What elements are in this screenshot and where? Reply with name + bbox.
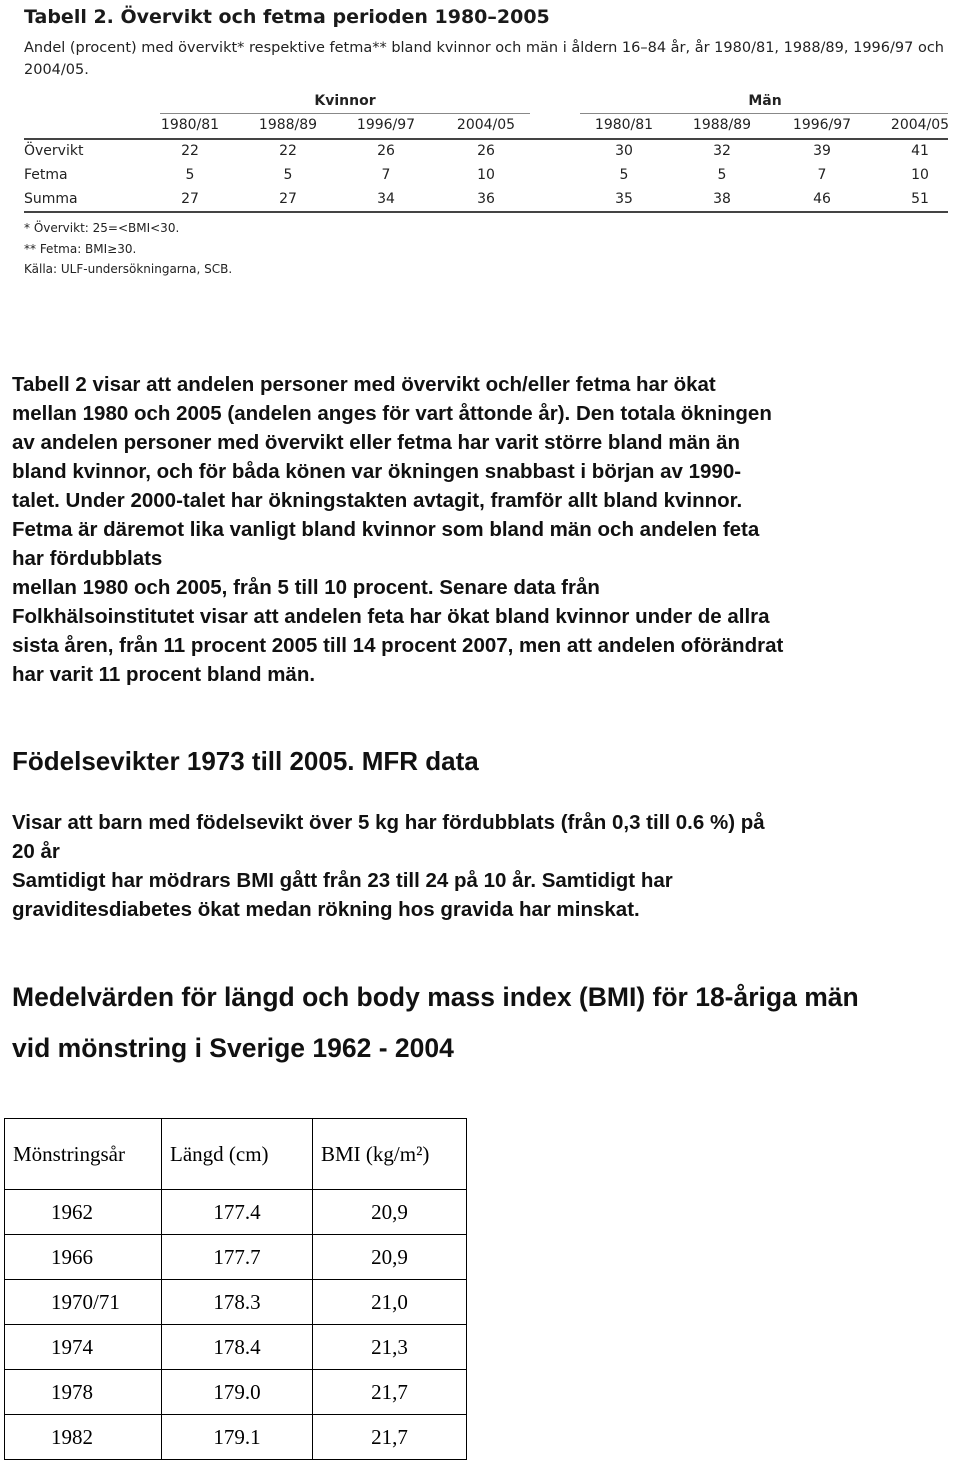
table2-title: Tabell 2. Övervikt och fetma perioden 1980–2005 bbox=[24, 6, 550, 28]
table2-cell: 10 bbox=[911, 167, 929, 183]
table2-cell: 41 bbox=[911, 143, 929, 159]
table2-row-label: Summa bbox=[24, 191, 78, 207]
table2-cell: 5 bbox=[717, 167, 727, 183]
bmi-cell-length: 178.3 bbox=[162, 1280, 313, 1325]
table2-cell: 32 bbox=[713, 143, 731, 159]
table2-cell: 38 bbox=[713, 191, 731, 207]
table-row bbox=[5, 1280, 467, 1325]
table2-cell: 22 bbox=[181, 143, 199, 159]
table2-cell: 36 bbox=[477, 191, 495, 207]
paragraph-line: 20 år bbox=[12, 840, 60, 863]
bmi-cell-bmi: 21,3 bbox=[313, 1325, 467, 1370]
table-row bbox=[5, 1415, 467, 1460]
bmi-table-header-row bbox=[5, 1119, 467, 1190]
paragraph-line: av andelen personer med övervikt eller fetma har varit större bland män än bbox=[12, 431, 741, 454]
paragraph-line: Folkhälsoinstitutet visar att andelen feta har ökat bland kvinnor under de allra bbox=[12, 605, 770, 628]
table2-header-rule bbox=[24, 138, 948, 140]
group-men-label: Män bbox=[748, 93, 782, 109]
table2-note-obesity: ** Fetma: BMI≥30. bbox=[24, 242, 137, 256]
paragraph-line: talet. Under 2000-talet har ökningstakten avtagit, framför allt bland kvinnor. bbox=[12, 489, 743, 512]
paragraph-line: har varit 11 procent bland män. bbox=[12, 663, 316, 686]
bmi-cell-year: 1970/71 bbox=[5, 1280, 162, 1325]
bmi-cell-year: 1978 bbox=[5, 1370, 162, 1415]
bmi-header-length: Längd (cm) bbox=[162, 1119, 313, 1190]
bmi-cell-length: 178.4 bbox=[162, 1325, 313, 1370]
paragraph-line: mellan 1980 och 2005 (andelen anges för vart åttonde år). Den totala ökningen bbox=[12, 402, 772, 425]
bmi-cell-bmi: 20,9 bbox=[313, 1190, 467, 1235]
bmi-cell-length: 177.4 bbox=[162, 1190, 313, 1235]
table2-cell: 34 bbox=[377, 191, 395, 207]
bmi-cell-length: 179.1 bbox=[162, 1415, 313, 1460]
table2-cell: 10 bbox=[477, 167, 495, 183]
table2-row-label: Fetma bbox=[24, 167, 68, 183]
group-women-rule bbox=[160, 113, 530, 114]
bmi-header-year: Mönstringsår bbox=[5, 1119, 162, 1190]
bmi-header-bmi: BMI (kg/m²) bbox=[313, 1119, 467, 1190]
table2-cell: 46 bbox=[813, 191, 831, 207]
paragraph-line: Fetma är däremot lika vanligt bland kvinnor som bland män och andelen feta bbox=[12, 518, 760, 541]
paragraph-line: sista åren, från 11 procent 2005 till 14 procent 2007, men att andelen oförändrat bbox=[12, 634, 784, 657]
heading-birthweights: Födelsevikter 1973 till 2005. MFR data bbox=[12, 746, 479, 776]
paragraph-line: Samtidigt har mödrars BMI gått från 23 till 24 på 10 år. Samtidigt har bbox=[12, 869, 673, 892]
table-row bbox=[5, 1235, 467, 1280]
table2-note-overweight: * Övervikt: 25=<BMI<30. bbox=[24, 221, 180, 235]
bmi-cell-bmi: 21,0 bbox=[313, 1280, 467, 1325]
table2-bottom-rule bbox=[24, 211, 948, 213]
bmi-cell-year: 1962 bbox=[5, 1190, 162, 1235]
paragraph-line: graviditesdiabetes ökat medan rökning hos gravida har minskat. bbox=[12, 898, 640, 921]
table2-cell: 26 bbox=[477, 143, 495, 159]
table2-year-header: 1980/81 bbox=[160, 117, 220, 133]
bmi-cell-bmi: 21,7 bbox=[313, 1370, 467, 1415]
table-row bbox=[5, 1190, 467, 1235]
bmi-cell-length: 179.0 bbox=[162, 1370, 313, 1415]
table2-cell: 39 bbox=[813, 143, 831, 159]
paragraph-line: bland kvinnor, och för båda könen var ökningen snabbast i början av 1990- bbox=[12, 460, 742, 483]
table-row bbox=[5, 1325, 467, 1370]
table2-year-header: 1996/97 bbox=[792, 117, 852, 133]
table2-cell: 27 bbox=[181, 191, 199, 207]
group-women-label: Kvinnor bbox=[314, 93, 376, 109]
table2-year-header: 2004/05 bbox=[890, 117, 950, 133]
table2-cell: 5 bbox=[185, 167, 195, 183]
table2-cell: 35 bbox=[615, 191, 633, 207]
table2-subtitle: Andel (procent) med övervikt* respektive fetma** bland kvinnor och män i åldern 16–84 år, år 1980/81, 1988/89, 1996/97 och 2004/05. bbox=[24, 40, 944, 78]
table2-cell: 22 bbox=[279, 143, 297, 159]
paragraph-line: har fördubblats bbox=[12, 547, 163, 570]
paragraph-birthweights bbox=[12, 808, 958, 924]
table2-cell: 30 bbox=[615, 143, 633, 159]
table2-cell: 7 bbox=[381, 167, 391, 183]
heading-bmi-line2: vid mönstring i Sverige 1962 - 2004 bbox=[12, 1033, 454, 1063]
table2-cell: 26 bbox=[377, 143, 395, 159]
table2-year-header: 1980/81 bbox=[594, 117, 654, 133]
bmi-cell-length: 177.7 bbox=[162, 1235, 313, 1280]
table2-year-header: 1996/97 bbox=[356, 117, 416, 133]
table2-cell: 5 bbox=[283, 167, 293, 183]
group-men-rule bbox=[580, 113, 948, 114]
bmi-cell-bmi: 21,7 bbox=[313, 1415, 467, 1460]
bmi-cell-bmi: 20,9 bbox=[313, 1235, 467, 1280]
bmi-cell-year: 1966 bbox=[5, 1235, 162, 1280]
table2-year-header: 2004/05 bbox=[456, 117, 516, 133]
paragraph-line: mellan 1980 och 2005, från 5 till 10 procent. Senare data från bbox=[12, 576, 600, 599]
table2-year-header: 1988/89 bbox=[692, 117, 752, 133]
bmi-cell-year: 1974 bbox=[5, 1325, 162, 1370]
bmi-table bbox=[4, 1118, 467, 1460]
table2-source: Källa: ULF-undersökningarna, SCB. bbox=[24, 262, 233, 276]
table2-cell: 51 bbox=[911, 191, 929, 207]
table2-row-label: Övervikt bbox=[24, 143, 84, 159]
table2-cell: 27 bbox=[279, 191, 297, 207]
heading-bmi-line1: Medelvärden för längd och body mass index (BMI) för 18-åriga män bbox=[12, 982, 859, 1012]
bmi-cell-year: 1982 bbox=[5, 1415, 162, 1460]
table2-cell: 7 bbox=[817, 167, 827, 183]
paragraph-line: Tabell 2 visar att andelen personer med övervikt och/eller fetma har ökat bbox=[12, 373, 716, 396]
paragraph-overweight bbox=[12, 370, 958, 689]
paragraph-line: Visar att barn med födelsevikt över 5 kg har fördubblats (från 0,3 till 0.6 %) på bbox=[12, 811, 765, 834]
table2-cell: 5 bbox=[619, 167, 629, 183]
table2-year-header: 1988/89 bbox=[258, 117, 318, 133]
table-row bbox=[5, 1370, 467, 1415]
